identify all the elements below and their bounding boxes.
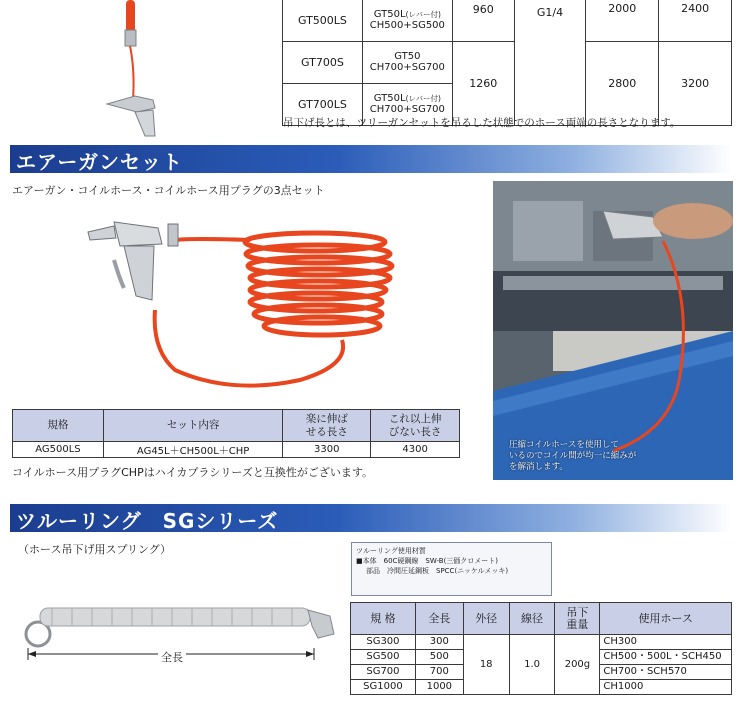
dimension-label: 全長 <box>158 649 186 665</box>
section-subtitle: エアーガン・コイルホース・コイルホース用プラグの3点セット <box>12 184 325 197</box>
table-cell: 1.0 <box>509 635 555 695</box>
header-line: びない長さ <box>388 425 442 438</box>
air-gun-set-table <box>12 409 460 458</box>
header-line: これ以上伸 <box>388 413 442 426</box>
table-cell: 1000 <box>415 680 463 695</box>
set-line: CH700+SG700 <box>369 103 445 115</box>
table-cell: AG500LS <box>13 442 104 458</box>
header-line: 吊下 <box>566 605 589 619</box>
usage-photo-illustration <box>493 181 733 480</box>
set-note: (レバー付) <box>405 94 441 103</box>
section-title: エアーガンセット <box>16 150 183 174</box>
table-cell <box>362 42 452 84</box>
material-title: ツルーリング使用材質 <box>356 547 426 555</box>
header-line: 楽に伸ば <box>305 413 348 426</box>
section-subtitle: （ホース吊下げ用スプリング） <box>18 543 172 556</box>
table-cell: 960 <box>452 0 514 42</box>
table-header <box>283 410 371 442</box>
table-cell: GT700S <box>283 42 363 84</box>
table-cell: SG500 <box>351 650 416 665</box>
table-header: 外径 <box>463 603 509 635</box>
table-header <box>555 603 600 635</box>
set-line: CH700+SG700 <box>369 61 445 73</box>
plug-compatibility-note: コイルホース用プラグCHPはハイカプラシリーズと互換性がございます。 <box>12 466 373 479</box>
tree-gun-product-image <box>95 0 165 140</box>
table-cell <box>362 0 452 42</box>
table-cell: SG700 <box>351 665 416 680</box>
table-cell: 300 <box>415 635 463 650</box>
table-cell: CH1000 <box>600 680 732 695</box>
material-info-box <box>351 542 552 596</box>
caption-line: いるのでコイル間が均一に縮みが <box>509 451 637 462</box>
table-cell: 18 <box>463 635 509 695</box>
table-cell: 2000 <box>586 0 659 42</box>
header-line: 重量 <box>566 617 589 631</box>
table-cell: CH300 <box>600 635 732 650</box>
table-header: 線径 <box>509 603 555 635</box>
table-header: 規格 <box>13 410 104 442</box>
material-line: ■本体 60C硬鋼線 SW-B(三価クロメート) <box>356 557 499 566</box>
table-header <box>371 410 460 442</box>
table-cell: 700 <box>415 665 463 680</box>
tree-gun-spec-table <box>282 0 732 126</box>
section-header-air-gun-set <box>10 145 732 173</box>
table-cell: G1/4 <box>514 0 586 126</box>
table-cell: SG300 <box>351 635 416 650</box>
sg-series-table <box>350 602 732 695</box>
table-header: 使用ホース <box>600 603 732 635</box>
set-line: GT50 <box>394 51 421 62</box>
table-header: 規 格 <box>351 603 416 635</box>
table-cell: CH700・SCH570 <box>600 665 732 680</box>
header-line: せる長さ <box>305 425 348 438</box>
set-note: (レバー付) <box>405 10 441 19</box>
table-cell: 500 <box>415 650 463 665</box>
table-cell: CH500・500L・SCH450 <box>600 650 732 665</box>
photo-caption <box>509 440 636 473</box>
table-header: セット内容 <box>103 410 283 442</box>
table-cell: 3200 <box>659 42 732 126</box>
material-line: 部品 冷間圧延鋼板 SPCC(ニッケルメッキ) <box>366 567 509 576</box>
hanging-length-note: 吊下げ長とは、ツリーガンセットを吊るした状態でのホース両端の長さとなります。 <box>283 117 681 129</box>
table-cell: 2800 <box>586 42 659 126</box>
table-cell: AG45L＋CH500L＋CHP <box>103 442 283 458</box>
caption-line: 圧縮コイルホースを使用して <box>509 440 619 450</box>
table-cell: 2400 <box>659 0 732 42</box>
table-header: 全長 <box>415 603 463 635</box>
set-line: GT50L <box>373 9 406 20</box>
caption-line: を解消します。 <box>509 462 568 473</box>
table-cell: GT700LS <box>283 84 363 126</box>
table-cell: GT500LS <box>283 0 363 42</box>
air-gun-set-product-image <box>80 200 410 400</box>
set-line: CH500+SG500 <box>369 19 445 31</box>
usage-photo <box>493 181 733 480</box>
table-cell: 4300 <box>371 442 460 458</box>
section-header-sg-series <box>10 504 732 532</box>
table-cell: SG1000 <box>351 680 416 695</box>
set-line: GT50L <box>373 93 406 104</box>
table-cell: 3300 <box>283 442 371 458</box>
table-cell: 1260 <box>452 42 514 126</box>
table-cell: 200g <box>555 635 600 695</box>
section-title: ツルーリング SGシリーズ <box>16 509 279 533</box>
